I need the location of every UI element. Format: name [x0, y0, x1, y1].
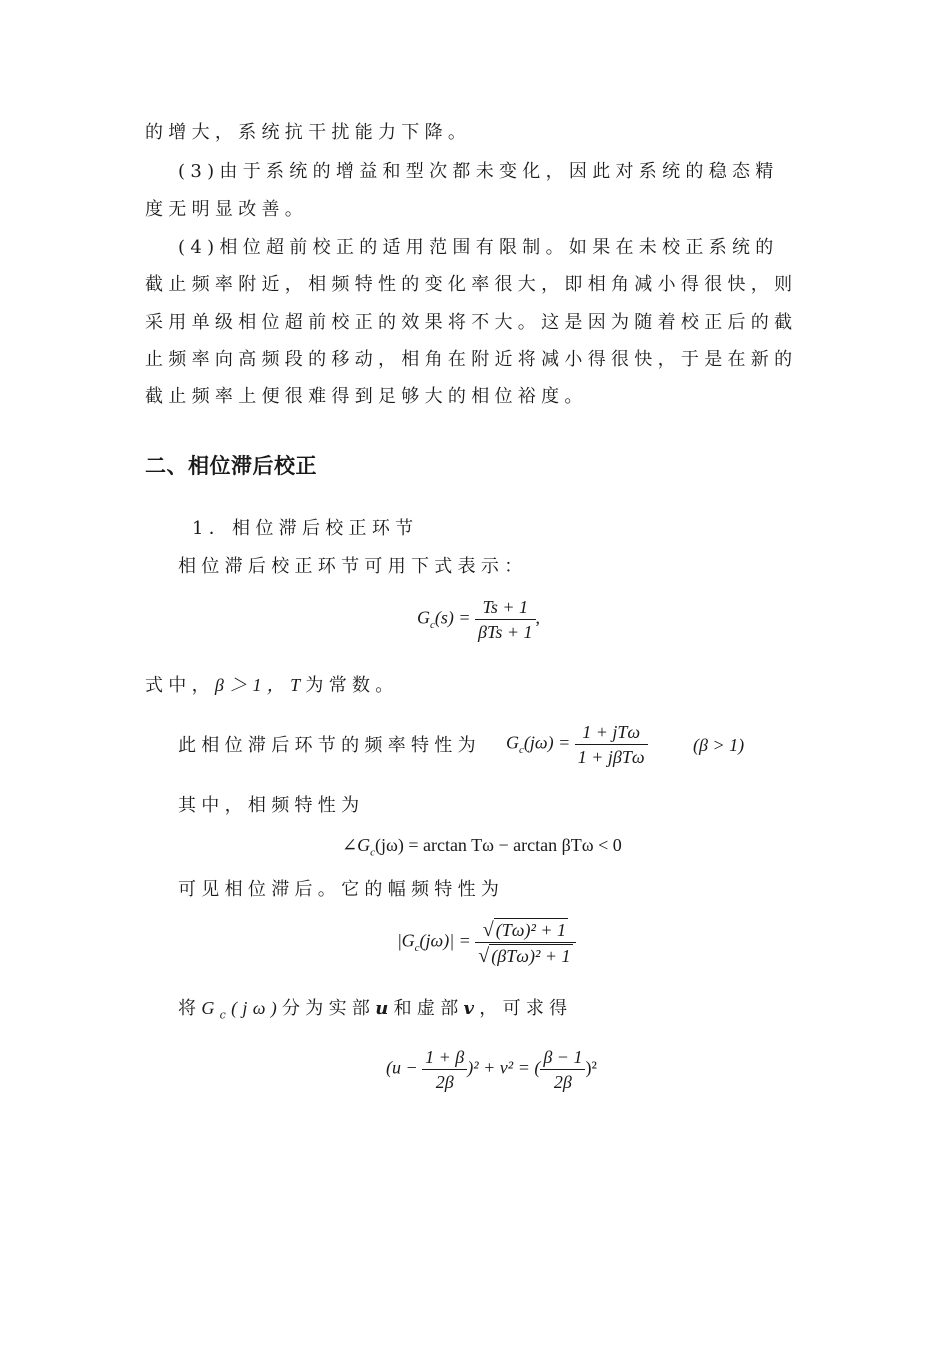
split-mid: 分为实部 — [282, 998, 376, 1019]
freq-condition: (β > 1) — [693, 735, 745, 755]
eq-denominator: βTs + 1 — [478, 622, 533, 642]
eq-part: )² — [585, 1057, 597, 1078]
paragraph-line: 止频率向高频段的移动，相角在附近将减小得很快，于是在新的 — [145, 349, 798, 370]
abs-bar: | — [398, 930, 402, 951]
paragraph-line: 度无明显改善。 — [145, 199, 309, 220]
magnitude-equation — [398, 918, 576, 967]
eq-symbol: G — [201, 998, 220, 1018]
eq-radicand: (βTω)² + 1 — [491, 946, 571, 966]
paragraph-line: (4)相位超前校正的适用范围有限制。如果在未校正系统的 — [178, 237, 779, 258]
eq-denominator: 2β — [553, 1072, 572, 1092]
eq-body: (jω) = arctan Tω − arctan βTω < 0 — [374, 835, 622, 855]
paragraph-line: 的增大，系统抗干扰能力下降。 — [145, 122, 472, 143]
phase-equation — [342, 835, 622, 859]
eq-numerator: Ts + 1 — [475, 596, 535, 620]
freq-text: 此相位滞后环节的频率特性为 — [178, 735, 481, 756]
eq-comma: , — [535, 607, 541, 628]
paragraph-line: 截止频率附近，相频特性的变化率很大，即相角减小得很快，则 — [145, 274, 798, 295]
angle-symbol: ∠ — [342, 835, 358, 855]
eq-subscript: c — [219, 1008, 232, 1022]
where-label: 式中， — [145, 675, 215, 696]
split-line — [178, 996, 810, 1028]
sqrt-icon: √ — [478, 945, 490, 967]
paragraph-line: (3)由于系统的增益和型次都未变化，因此对系统的稳态精 — [178, 161, 779, 182]
eq-argument: (jω)| = — [419, 930, 471, 951]
where-symbol: T — [290, 675, 306, 695]
eq-subscript: c — [430, 619, 435, 632]
eq-numerator: β − 1 — [540, 1046, 585, 1070]
eq-denominator: 1 + jβTω — [577, 747, 645, 767]
where-text: 为常数。 — [305, 675, 399, 696]
eq-denominator: 2β — [435, 1072, 454, 1092]
eq-denominator — [475, 943, 575, 967]
eq-part: (u − — [386, 1057, 418, 1078]
eq-fraction — [475, 596, 535, 643]
eq-radicand: (Tω)² + 1 — [495, 920, 567, 940]
eq-fraction — [475, 918, 575, 967]
eq-part: )² + v² = ( — [467, 1057, 541, 1078]
paragraph-line: 采用单级相位超前校正的效果将不大。这是因为随着校正后的截 — [145, 312, 798, 333]
eq-numerator: 1 + jTω — [575, 721, 648, 745]
phase-text: 其中，相频特性为 — [178, 795, 365, 816]
eq-fraction — [575, 721, 648, 768]
eq-numerator: 1 + β — [422, 1046, 467, 1070]
eq-argument: (jω) = — [523, 732, 571, 753]
sqrt-icon: √ — [482, 919, 494, 941]
intro-text: 相位滞后校正环节可用下式表示： — [178, 556, 528, 577]
where-line — [145, 673, 810, 698]
where-condition: β＞1， — [214, 675, 291, 695]
transfer-function-equation — [417, 596, 540, 643]
eq-fraction — [540, 1046, 585, 1093]
eq-argument: (s) = — [434, 607, 471, 628]
eq-subscript: c — [370, 846, 375, 859]
eq-numerator — [475, 918, 575, 943]
freq-equation — [506, 721, 648, 768]
split-u: u — [375, 998, 394, 1019]
paragraph-line: 截止频率上便很难得到足够大的相位裕度。 — [145, 386, 588, 407]
eq-symbol: G — [506, 732, 519, 753]
lag-text: 可见相位滞后。它的幅频特性为 — [178, 879, 505, 900]
eq-subscript: c — [519, 744, 524, 757]
split-v: v — [463, 998, 480, 1019]
split-pre: 将 — [178, 998, 202, 1019]
split-post: ，可求得 — [479, 998, 573, 1019]
circle-equation — [386, 1046, 597, 1093]
eq-symbol: G — [417, 607, 430, 628]
eq-fraction — [422, 1046, 467, 1093]
eq-subscript: c — [414, 942, 420, 955]
section-heading: 二、相位滞后校正 — [145, 454, 317, 478]
eq-argument: (jω) — [231, 998, 282, 1018]
split-and: 和虚部 — [393, 998, 464, 1019]
eq-symbol: G — [401, 930, 415, 951]
subsection-title: 1．相位滞后校正环节 — [192, 518, 419, 539]
eq-symbol: G — [357, 835, 371, 855]
